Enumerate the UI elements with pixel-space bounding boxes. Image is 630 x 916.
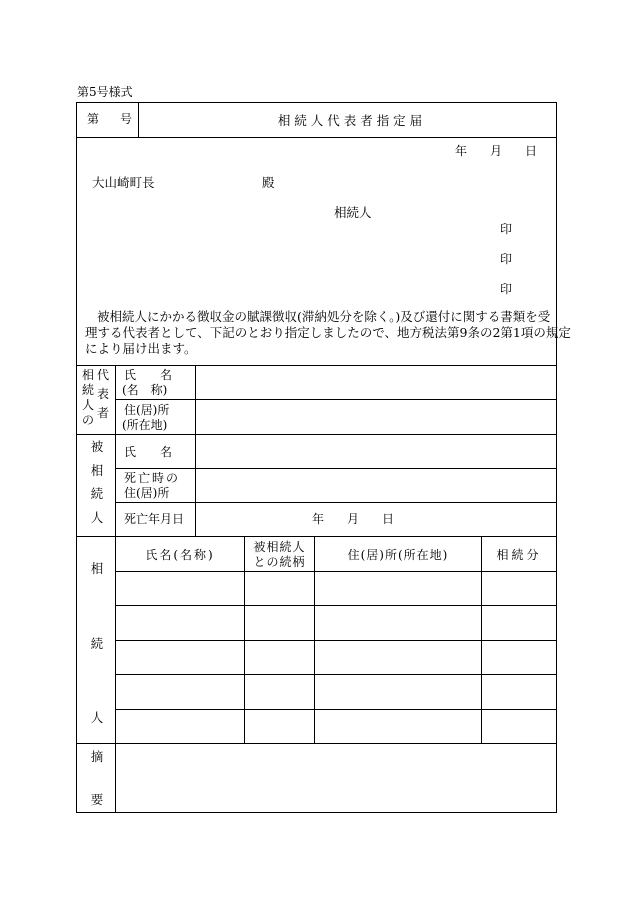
- dec-death-day: 日: [382, 512, 395, 526]
- divider-header: [76, 137, 557, 138]
- remarks-field[interactable]: [116, 744, 556, 812]
- heirs-col-relation-header: 被相続人 との続柄: [253, 539, 306, 569]
- heirs-col-share-header: 相続分: [496, 547, 542, 562]
- dec-address-field[interactable]: [196, 469, 556, 502]
- addressee-name: 大山崎町長: [92, 175, 155, 190]
- dec-name-field[interactable]: [196, 435, 556, 468]
- body-line-3: により届け出ます。: [85, 341, 197, 356]
- dec-death-month: 月: [347, 512, 360, 526]
- body-paragraph: [85, 309, 571, 357]
- header-divider: [138, 102, 139, 137]
- rep-name-field[interactable]: [196, 366, 556, 399]
- dec-death-date-label: 死亡年月日: [124, 512, 185, 526]
- header-go: 号: [120, 112, 133, 126]
- heir-row-5[interactable]: [116, 710, 556, 743]
- heir-row-3[interactable]: [116, 641, 556, 674]
- heirs-group-label: 相 続 人: [90, 561, 104, 725]
- seal-mark-3: 印: [500, 282, 513, 296]
- dec-name-label: 氏 名: [124, 445, 173, 459]
- seal-mark-2: 印: [500, 252, 513, 266]
- rep-name-label-2: (名 称): [122, 383, 168, 397]
- rep-group-label-col1: 相 続 人 の: [81, 368, 94, 427]
- rep-name-label-1: 氏 名: [124, 368, 173, 382]
- date-month: 月: [490, 144, 503, 158]
- form-number: 第5号様式: [77, 85, 133, 99]
- remarks-label: 摘 要: [90, 749, 104, 807]
- rep-address-field[interactable]: [196, 400, 556, 433]
- form-title: 相 続 人 代 表 者 指 定 届: [277, 113, 423, 128]
- heir-row-4[interactable]: [116, 675, 556, 709]
- dec-death-date-field[interactable]: [196, 503, 556, 536]
- dec-death-year: 年: [312, 512, 325, 526]
- dec-address-label-1: 死亡時の: [124, 471, 181, 485]
- addressee-honorific: 殿: [262, 175, 275, 190]
- rep-group-label-col2: 代 表 者: [96, 368, 109, 420]
- rep-address-label-1: 住(居)所: [124, 403, 170, 417]
- body-line-2: 理する代表者として、下記のとおり指定しましたので、地方税法第9条の2第1項の規定: [85, 325, 571, 340]
- date-year: 年: [455, 144, 468, 158]
- heir-row-1[interactable]: [116, 572, 556, 605]
- heir-row-2[interactable]: [116, 606, 556, 640]
- header-dai: 第: [87, 112, 100, 126]
- dec-group-label: 被 相 続 人: [90, 439, 104, 525]
- seal-mark-1: 印: [500, 222, 513, 236]
- heirs-col-address-header: 住(居)所(所在地): [347, 547, 449, 562]
- body-line-1: 被相続人にかかる徴収金の賦課徴収(滞納処分を除く。)及び還付に関する書類を受: [97, 309, 551, 324]
- heirs-col-name-header: 氏名(名称): [145, 547, 215, 562]
- dec-address-label-2: 住(居)所: [124, 486, 170, 500]
- date-day: 日: [525, 144, 538, 158]
- rep-address-label-2: (所在地): [122, 418, 168, 432]
- dec-label-divider: [115, 434, 116, 536]
- applicant-label: 相続人: [334, 205, 372, 220]
